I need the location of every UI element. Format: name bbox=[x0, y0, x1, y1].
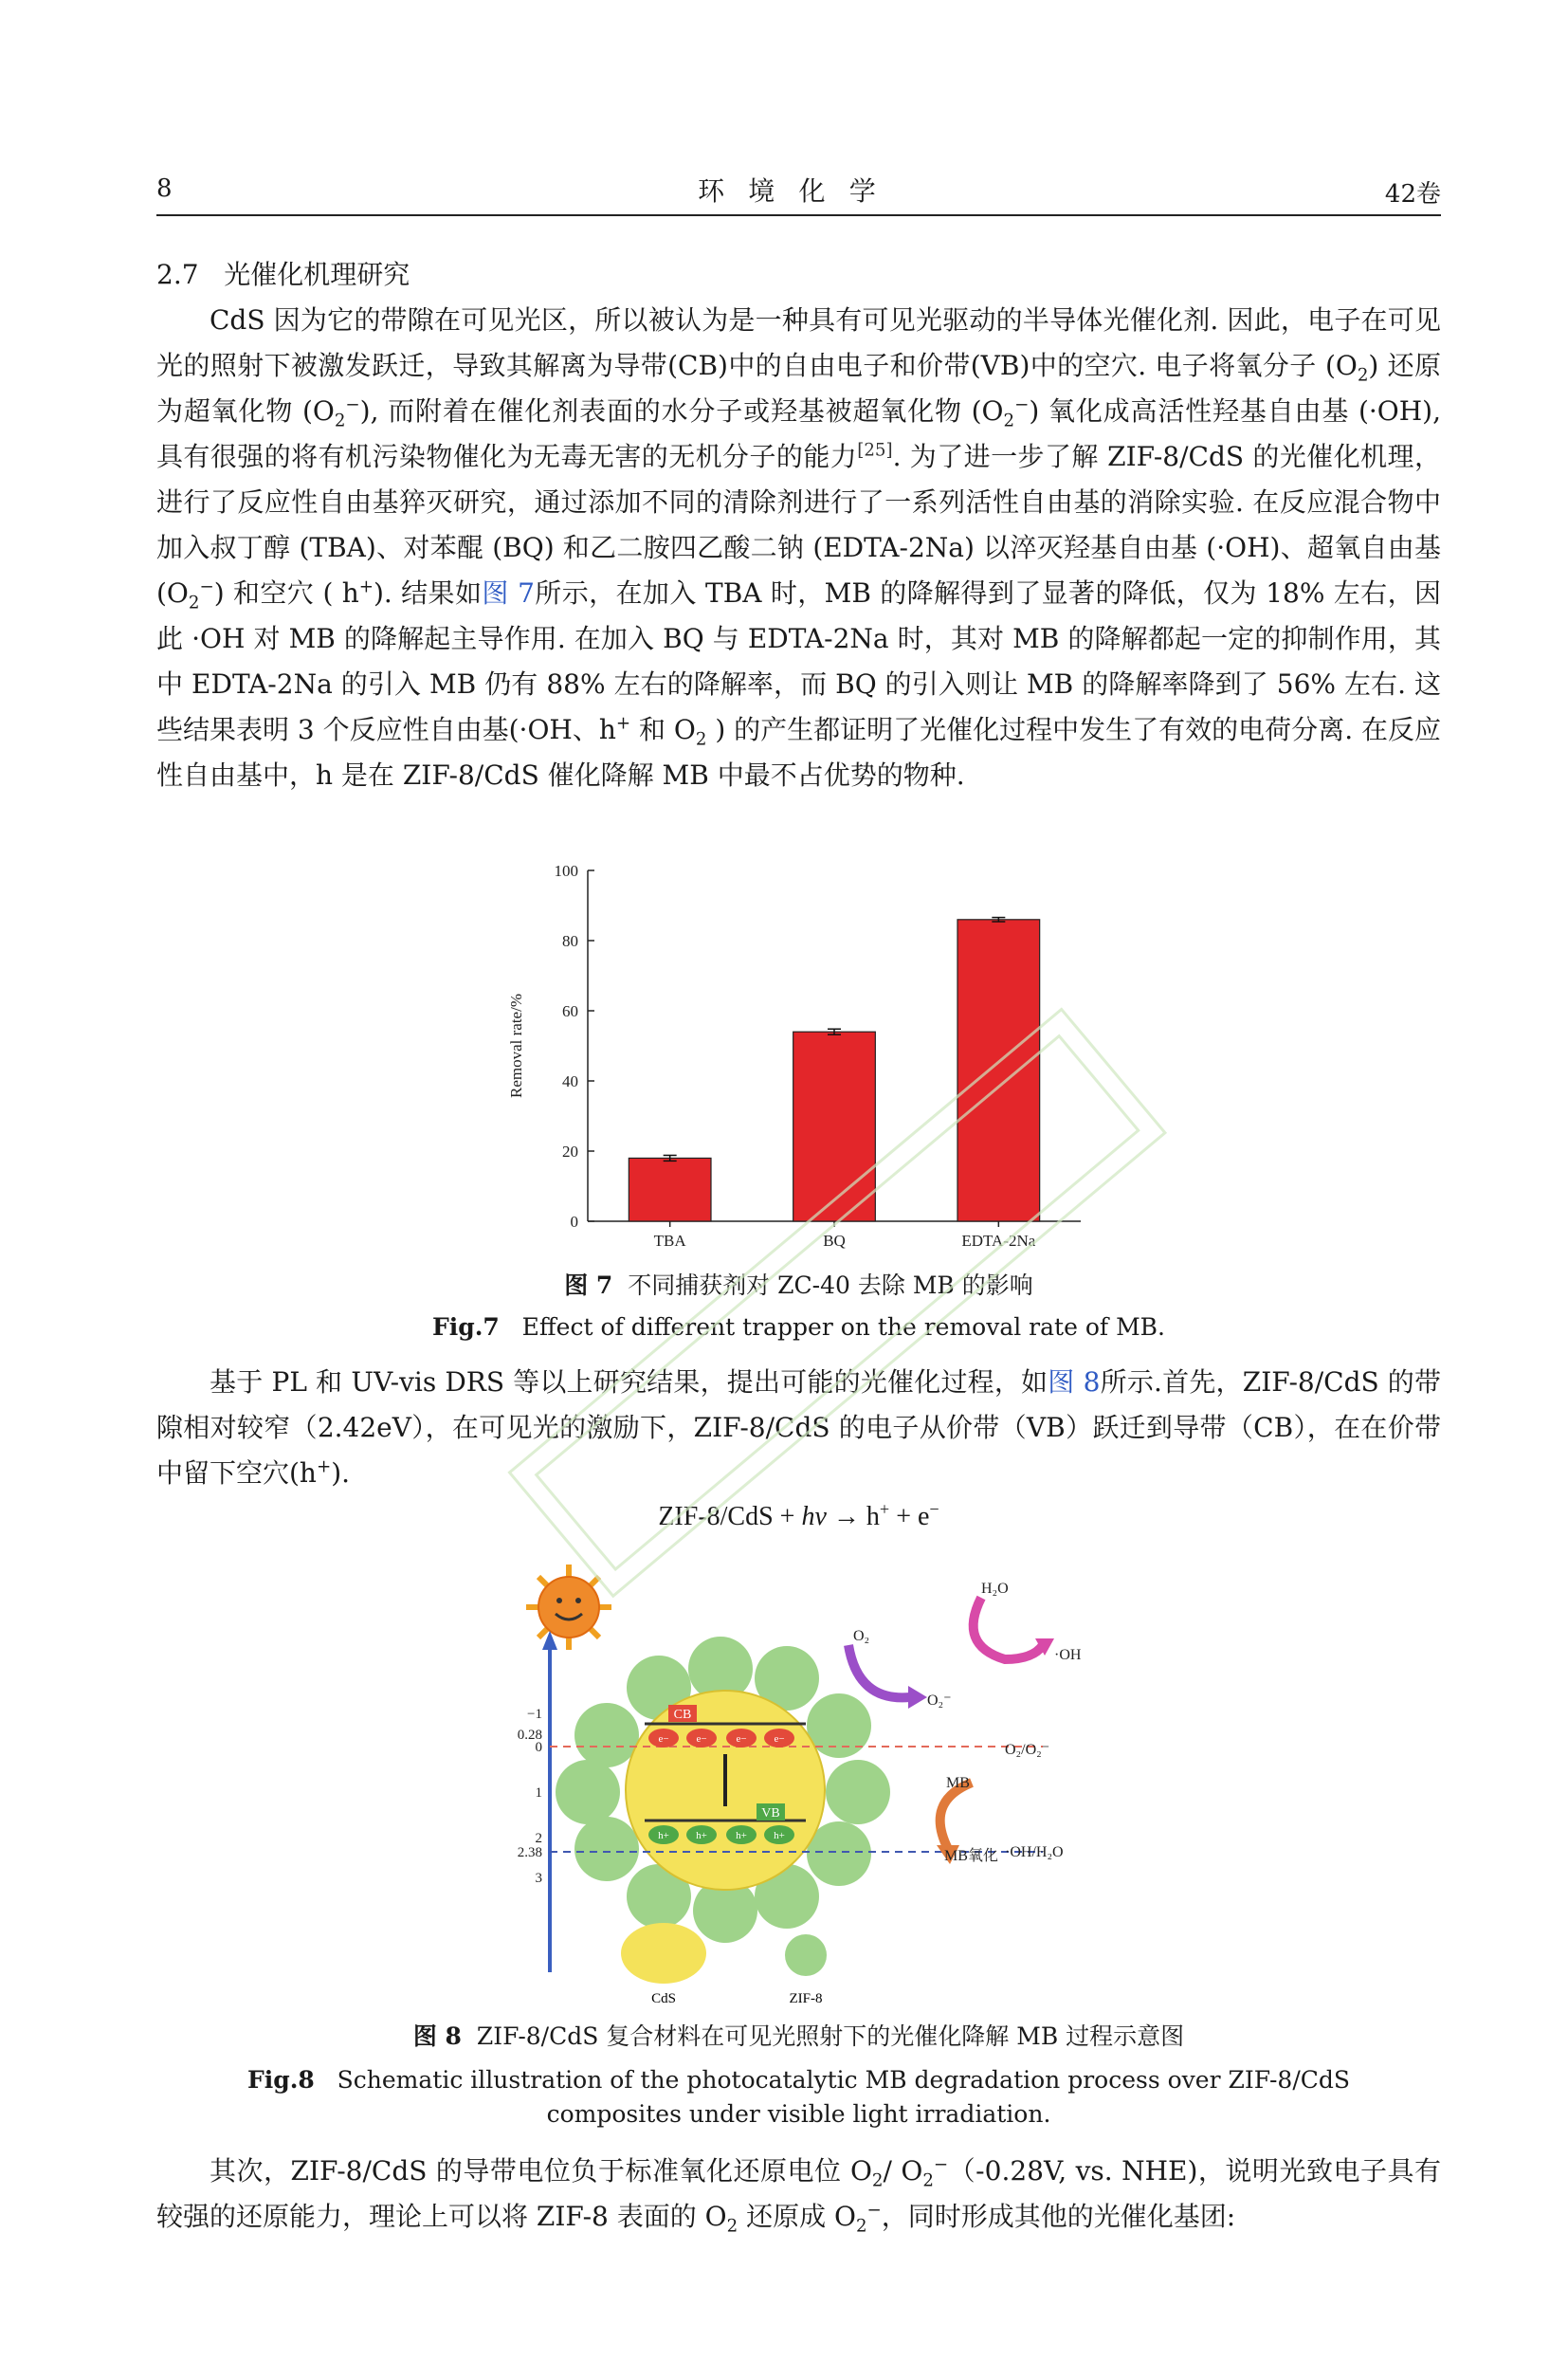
running-header bbox=[156, 167, 1441, 216]
fig7-caption-en: Fig.7 Effect of different trapper on the removal rate of MB. bbox=[432, 1313, 1165, 1341]
volume-label: 42卷 bbox=[1384, 180, 1441, 209]
section-heading bbox=[156, 252, 1441, 298]
citation-ref[interactable]: [25] bbox=[857, 440, 893, 461]
paragraph-3: 其次，ZIF-8/CdS 的导带电位负于标准氧化还原电位 $O_2/$ $O_2^-(-0.28V$, vs. NHE)，说明光致电子具有较强的还原能力，理论上可以将 ZIF-8 表面的 $O_2$ 还原成 $O_2^-$，同时形成其他的光催化基团: bbox=[156, 2154, 1441, 2237]
fig7-caption-cn: 图 7 不同捕获剂对 ZC-40 去除 MB 的影响 bbox=[564, 1272, 1033, 1299]
svg-text:0: 0 bbox=[535, 1740, 542, 1755]
svg-text:·OH/H₂O: ·OH/H₂O bbox=[1005, 1844, 1064, 1860]
svg-text:·OH: ·OH bbox=[1054, 1647, 1082, 1663]
fig7-bar-chart bbox=[493, 853, 1100, 1266]
svg-text:CB: CB bbox=[673, 1708, 692, 1722]
svg-text:MB氧化: MB氧化 bbox=[944, 1848, 998, 1864]
fig8-schematic bbox=[493, 1555, 1138, 2010]
equation-1: ZIF-8/CdS + hv → h+ + e− bbox=[658, 1499, 939, 1531]
y-tick-label: 20 bbox=[562, 1143, 578, 1161]
section-number: 2.7 bbox=[156, 259, 199, 290]
svg-text:h+: h+ bbox=[736, 1830, 747, 1841]
x-tick-label: EDTA-2Na bbox=[961, 1232, 1036, 1250]
y-tick-label: 0 bbox=[570, 1213, 578, 1231]
mb-oxidation-arrow bbox=[940, 1783, 972, 1849]
bar-bq bbox=[793, 1032, 876, 1221]
sun-icon bbox=[526, 1565, 611, 1650]
svg-text:h+: h+ bbox=[658, 1830, 669, 1841]
svg-text:h+: h+ bbox=[696, 1830, 707, 1841]
svg-text:O₂⁻: O₂⁻ bbox=[927, 1693, 952, 1709]
journal-title: 环境化学 bbox=[698, 175, 900, 207]
fig8-link[interactable]: 图 8 bbox=[1048, 1366, 1101, 1398]
svg-text:2: 2 bbox=[535, 1831, 542, 1846]
y-tick-label: 100 bbox=[554, 862, 578, 880]
svg-text:−1: −1 bbox=[527, 1707, 542, 1722]
legend-cds: CdS bbox=[651, 1991, 676, 2006]
svg-text:O₂: O₂ bbox=[853, 1628, 870, 1644]
svg-text:H₂O: H₂O bbox=[981, 1581, 1009, 1597]
svg-text:e−: e− bbox=[658, 1733, 669, 1745]
svg-text:e−: e− bbox=[736, 1733, 747, 1745]
svg-text:3: 3 bbox=[535, 1871, 542, 1886]
paragraph-1: CdS 因为它的带隙在可见光区，所以被认为是一种具有可见光驱动的半导体光催化剂. 因此，电子在可见光的照射下被激发跃迁，导致其解离为导带(CB)中的自由电子和价带(VB)中的空穴. 电子将氧分子 $(O_2)$ 还原为超氧化物 $(O_2^-)$, 而附着在催化剂表面的水分子或羟基被超氧化物 $(O_2^-)$ 氧化成高活性羟基自由基 (·OH), 具有很强的将有机污染物催化为无毒无害的无机分子的能力[25]. 为了进一步了解 ZIF-8/CdS 的光催化机理，进行了反应性自由基猝灭研究，通过添加不同的清除剂进行了一系列活性自由基的消除实验. 在反应混合物中加入叔丁醇 (TBA)、对苯醌 (BQ) 和乙二胺四乙酸二钠 (EDTA-2Na) 以淬灭羟基自由基 (·OH)、超氧自由基 $(O_2^-)$ 和空穴 ( h+). 结果如图 7所示，在加入 TBA 时，MB 的降解得到了显著的降低，仅为 18% 左右，因此 ·OH 对 MB 的降解起主导作用. 在加入 BQ 与 EDTA-2Na 时，其对 MB 的降解都起一定的抑制作用，其中 EDTA-2Na 的引入 MB 仍有 88% 左右的降解率，而 BQ 的引入则让 MB 的降解率降到了 56% 左右. 这些结果表明 3 个反应性自由基(·OH、h+ 和 $O_2$ ) 的产生都证明了光催化过程中发生了有效的电荷分离. 在反应性自由基中，h 是在 ZIF-8/CdS 催化降解 MB 中最不占优势的物种. bbox=[156, 304, 1442, 791]
svg-text:MB: MB bbox=[946, 1775, 970, 1791]
x-tick-label: TBA bbox=[653, 1232, 686, 1250]
axis-ticks bbox=[518, 1707, 542, 1886]
section-title: 光催化机理研究 bbox=[224, 259, 410, 290]
fig7-link[interactable]: 图 7 bbox=[482, 577, 535, 609]
legend-zif8: ZIF-8 bbox=[789, 1991, 823, 2006]
svg-text:h+: h+ bbox=[774, 1830, 785, 1841]
svg-text:VB: VB bbox=[761, 1806, 780, 1821]
svg-text:e−: e− bbox=[696, 1733, 707, 1745]
svg-text:O₂/O₂⁻: O₂/O₂⁻ bbox=[1005, 1742, 1050, 1758]
svg-text:e−: e− bbox=[774, 1733, 785, 1745]
fig8-caption-cn: 图 8 ZIF-8/CdS 复合材料在可见光照射下的光催化降解 MB 过程示意图 bbox=[412, 2022, 1185, 2050]
oh-formation-arrow bbox=[974, 1598, 1043, 1659]
fig8-caption-en: Fig.8 Schematic illustration of the photocatalytic MB degradation process over ZIF-8/CdS composites under visible light irradiation. bbox=[246, 2066, 1351, 2128]
bar-edta-2na bbox=[957, 920, 1040, 1221]
y-axis-label: Removal rate/% bbox=[507, 994, 525, 1098]
paragraph-2: 基于 PL 和 UV-vis DRS 等以上研究结果，提出可能的光催化过程，如图 8所示.首先，ZIF-8/CdS 的带隙相对较窄（2.42eV），在可见光的激励下，ZIF-8/CdS 的电子从价带（VB）跃迁到导带（CB），在在价带中留下空穴(h+). bbox=[156, 1366, 1442, 1489]
section-2-7 bbox=[156, 252, 1441, 798]
bar-tba bbox=[629, 1158, 711, 1221]
legend-zif8-swatch bbox=[785, 1934, 827, 1976]
x-tick-label: BQ bbox=[823, 1232, 846, 1250]
svg-text:0.28: 0.28 bbox=[517, 1728, 542, 1743]
legend-cds-swatch bbox=[621, 1923, 706, 1984]
y-tick-label: 60 bbox=[562, 1002, 578, 1020]
y-tick-label: 40 bbox=[562, 1072, 578, 1090]
paragraph-3-block bbox=[156, 2149, 1441, 2240]
y-tick-label: 80 bbox=[562, 932, 578, 950]
svg-text:1: 1 bbox=[535, 1785, 542, 1801]
paragraph-2-block bbox=[156, 1360, 1441, 1496]
page-number: 8 bbox=[156, 174, 173, 203]
svg-text:2.38: 2.38 bbox=[517, 1845, 542, 1860]
o2-reduction-arrow bbox=[848, 1645, 910, 1697]
